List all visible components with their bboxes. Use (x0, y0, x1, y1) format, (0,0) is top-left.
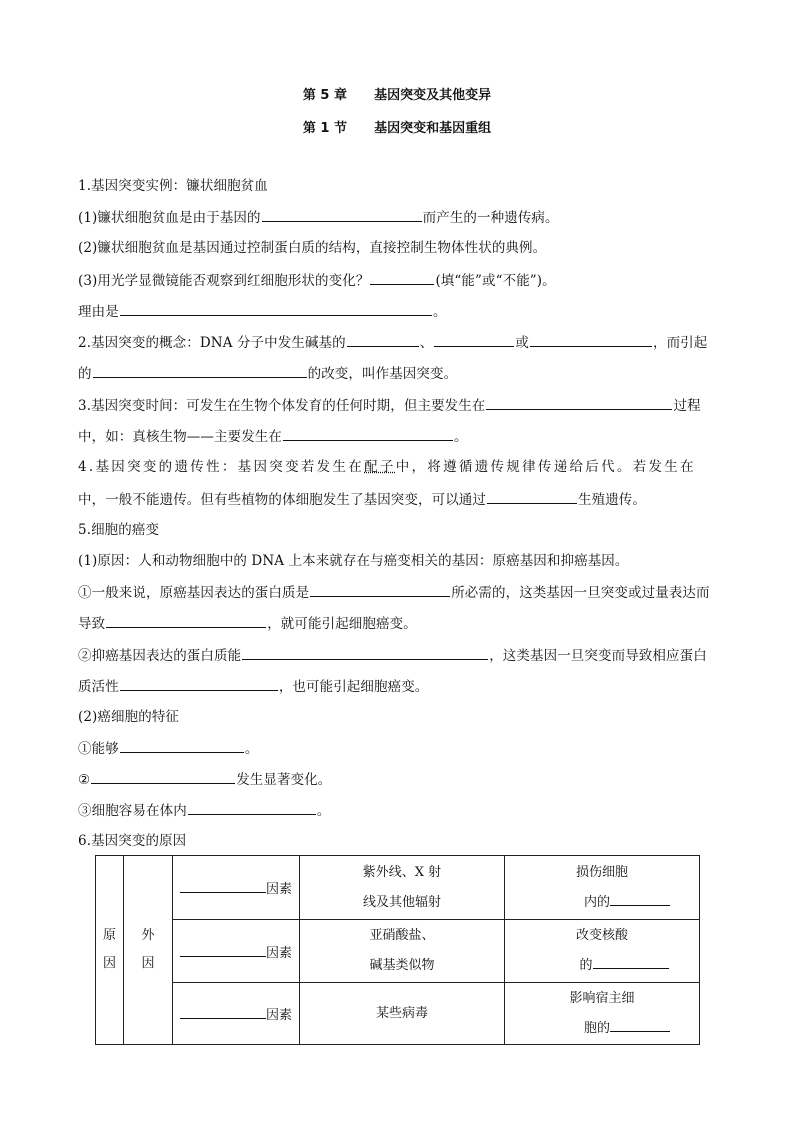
q1-item3 (78, 270, 556, 291)
section-title: 第 1 节 基因突变和基因重组 (302, 121, 492, 136)
q4-emphasis: 配子 (364, 459, 396, 475)
answer-blank[interactable] (262, 207, 422, 222)
q5-proto-text-c: 导致 (78, 616, 106, 632)
factor-cell (173, 856, 300, 920)
factor-label: 因素 (265, 1008, 292, 1023)
q5-supp-2 (78, 676, 428, 697)
q5-feature-title: (2)癌细胞的特征 (78, 709, 180, 725)
q2-text-f: 的改变，叫作基因突变。 (307, 366, 458, 382)
q2-line2 (78, 363, 457, 384)
q3-line1 (78, 395, 701, 416)
answer-blank[interactable] (370, 270, 434, 285)
q1-reason (78, 301, 446, 322)
q5-supp-text-d: ，也可能引起细胞癌变。 (278, 679, 429, 695)
q1-item2: (2)镰状细胞贫血是基因通过控制蛋白质的结构，直接控制生物体性状的典例。 (78, 240, 547, 256)
q3-text-c: 中，如：真核生物——主要发生在 (78, 429, 282, 445)
q5-proto-1 (78, 582, 710, 603)
example-line: 线及其他辐射 (362, 894, 441, 910)
answer-blank[interactable] (347, 332, 419, 347)
answer-blank[interactable] (180, 1004, 266, 1019)
q5-feature-3-text-a: ③细胞容易在体内 (78, 803, 187, 819)
answer-blank[interactable] (310, 582, 450, 597)
answer-blank[interactable] (106, 613, 266, 628)
example-line: 某些病毒 (375, 1005, 428, 1021)
effect-cell (505, 983, 700, 1045)
answer-blank[interactable] (283, 426, 453, 441)
q5-feature-1-text-a: ①能够 (78, 741, 119, 757)
answer-blank[interactable] (180, 878, 266, 893)
example-cell (300, 983, 505, 1045)
q5-feature-2 (78, 769, 331, 790)
q2-text-d: ，而引起 (652, 335, 708, 351)
effect-cell (505, 856, 700, 920)
q2-text-e: 的 (78, 366, 92, 382)
q5-cause: (1)原因：人和动物细胞中的 DNA 上本来就存在与癌变相关的基因：原癌基因和抑癌基因。 (78, 553, 629, 569)
q5-supp-1 (78, 645, 707, 666)
external-header-cell (124, 856, 173, 1045)
q1-item3-text-b: (填“能”或“不能”)。 (435, 273, 556, 289)
q5-feature-3-text-b: 。 (316, 803, 331, 819)
cause-header-cell (96, 856, 124, 1045)
q5-feature-3 (78, 800, 330, 821)
q1-item1 (78, 207, 559, 228)
q5-feature-2-text-a: ② (78, 772, 91, 788)
effect-line: 改变核酸 (575, 928, 628, 943)
factor-label: 因素 (265, 945, 292, 961)
q2-text-b: 、 (419, 335, 434, 351)
q3-text-d: 。 (454, 429, 468, 445)
q5-supp-text-c: 质活性 (78, 679, 119, 695)
q4-text-a: 4.基因突变的遗传性：基因突变若发生在 (78, 459, 365, 475)
factor-cell (173, 920, 300, 983)
q5-proto-text-b: 所必需的，这类基因一旦突变或过量表达而 (451, 585, 710, 601)
factor-cell (173, 983, 300, 1045)
q2-text-a: 2.基因突变的概念：DNA 分子中发生碱基的 (78, 335, 346, 351)
answer-blank[interactable] (610, 891, 670, 906)
q5-feature-1 (78, 738, 258, 759)
effect-line: 损伤细胞 (575, 864, 628, 880)
q6-title: 6.基因突变的原因 (78, 833, 187, 849)
q4-text-d: 生殖遗传。 (578, 492, 646, 508)
answer-blank[interactable] (120, 301, 432, 316)
q5-proto-text-d: ，就可能引起细胞癌变。 (267, 616, 417, 632)
cause-header-char-1: 原 (102, 928, 116, 943)
q2-line1 (78, 332, 707, 353)
q4-line1 (78, 457, 696, 477)
factor-label: 因素 (265, 882, 292, 897)
q3-text-a: 3.基因突变时间：可发生在生物个体发育的任何时期，但主要发生在 (78, 398, 486, 414)
example-cell (300, 856, 505, 920)
example-line: 碱基类似物 (369, 958, 435, 973)
answer-blank[interactable] (487, 489, 577, 504)
external-header-char-2: 因 (141, 956, 155, 971)
answer-blank[interactable] (188, 800, 316, 815)
answer-blank[interactable] (91, 769, 235, 784)
answer-blank[interactable] (242, 645, 488, 660)
example-line: 亚硝酸盐、 (369, 928, 435, 943)
answer-blank[interactable] (120, 738, 244, 753)
q1-item1-text-a: (1)镰状细胞贫血是由于基因的 (78, 210, 261, 226)
effect-line: 胞的 (583, 1020, 610, 1036)
answer-blank[interactable] (93, 363, 307, 378)
cause-header-char-2: 因 (102, 956, 116, 971)
q5-proto-2 (78, 613, 417, 634)
effect-line: 的 (579, 958, 593, 973)
answer-blank[interactable] (434, 332, 514, 347)
q1-item3-text-a: (3)用光学显微镜能否观察到红细胞形状的变化？ (78, 273, 370, 289)
q1-title: 1.基因突变实例：镰状细胞贫血 (78, 178, 268, 194)
effect-line: 内的 (583, 894, 610, 910)
q2-text-c: 或 (515, 335, 529, 351)
q1-reason-text-b: 。 (432, 304, 447, 320)
q5-feature-1-text-b: 。 (244, 741, 259, 757)
answer-blank[interactable] (120, 676, 278, 691)
q5-title: 5.细胞的癌变 (78, 522, 160, 538)
q3-text-b: 过程 (673, 398, 701, 414)
answer-blank[interactable] (593, 954, 669, 969)
effect-cell (505, 920, 700, 983)
effect-line: 影响宿主细 (569, 990, 635, 1006)
q5-feature-2-text-b: 发生显著变化。 (236, 772, 332, 788)
external-header-char-1: 外 (141, 928, 155, 943)
answer-blank[interactable] (486, 395, 672, 410)
example-cell (300, 920, 505, 983)
q4-text-b: 中，将遵循遗传规律传递给后代。若发生在 (395, 459, 696, 475)
example-line: 紫外线、X 射 (362, 864, 442, 880)
q3-line2 (78, 426, 468, 447)
q1-reason-text-a: 理由是 (78, 304, 119, 320)
q4-text-c: 中，一般不能遗传。但有些植物的体细胞发生了基因突变，可以通过 (78, 492, 486, 508)
answer-blank[interactable] (610, 1017, 670, 1032)
answer-blank[interactable] (530, 332, 652, 347)
mutation-cause-table (95, 855, 700, 1045)
chapter-title: 第 5 章 基因突变及其他变异 (302, 88, 492, 103)
q5-supp-text-b: ，这类基因一旦突变而导致相应蛋白 (489, 648, 707, 664)
q5-supp-text-a: ②抑癌基因表达的蛋白质能 (78, 648, 242, 664)
q4-line2 (78, 489, 646, 510)
answer-blank[interactable] (180, 942, 266, 957)
q5-proto-text-a: ①一般来说，原癌基因表达的蛋白质是 (78, 585, 310, 601)
q1-item1-text-b: 而产生的一种遗传病。 (422, 210, 559, 226)
